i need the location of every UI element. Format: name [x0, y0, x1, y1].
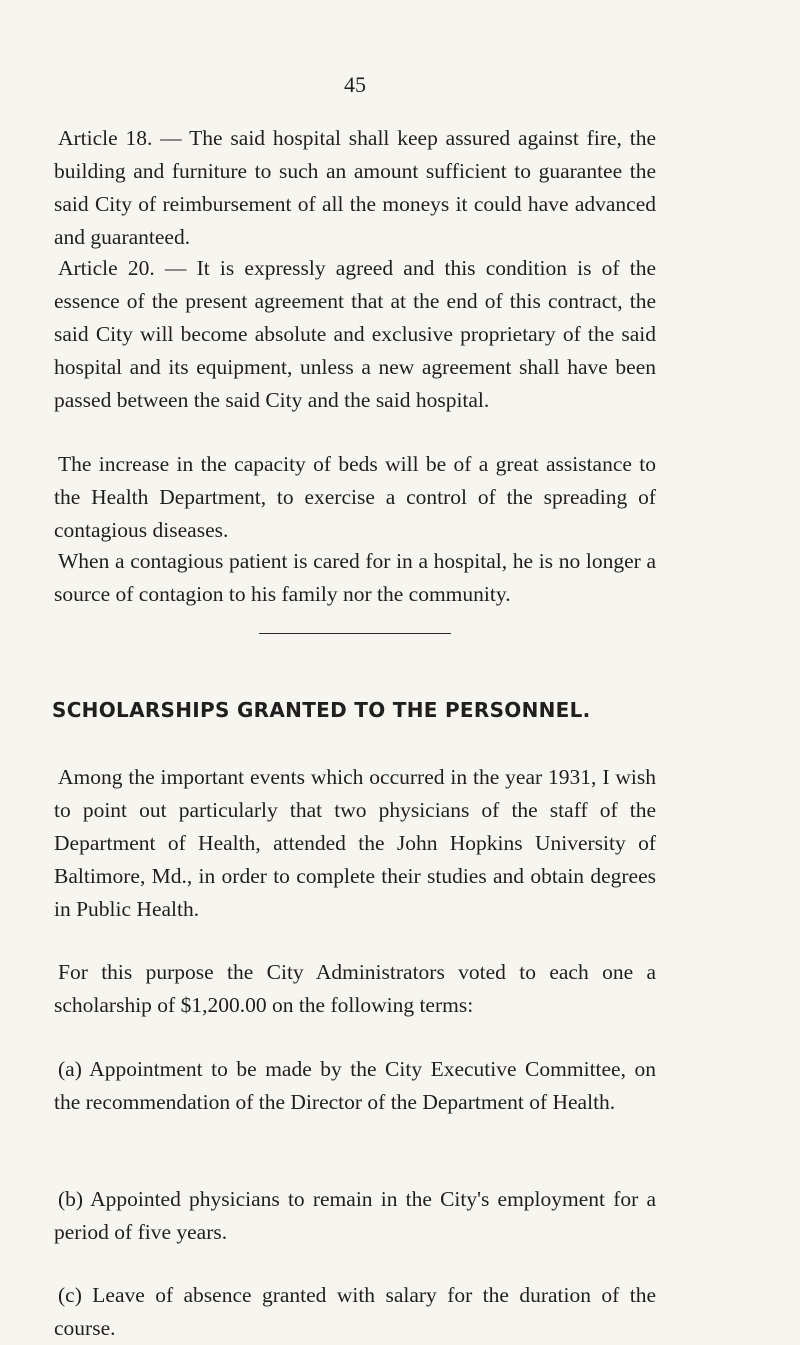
page-number: 45: [344, 72, 366, 97]
section-heading: SCHOLARSHIPS GRANTED TO THE PERSONNEL.: [52, 698, 591, 722]
contagious-patient-paragraph: When a contagious patient is cared for in a hospital, he is no longer a source of contagion to his family nor the community.: [54, 549, 656, 606]
term-c-paragraph: (c) Leave of absence granted with salary for the duration of the course.: [54, 1283, 656, 1340]
important-events-paragraph: Among the important events which occurred in the year 1931, I wish to point out particularly that two physicians of the staff of the Department of Health, attended the John Hopkins University of Baltimore, Md., in order to complete their studies and obtain degrees in Public Health.: [54, 765, 656, 921]
term-a-paragraph: (a) Appointment to be made by the City Executive Committee, on the recommendation of the Director of the Department of Health.: [54, 1057, 656, 1114]
term-b-paragraph: (b) Appointed physicians to remain in the City's employment for a period of five years.: [54, 1187, 656, 1244]
section-separator: [259, 633, 451, 634]
article-20-paragraph: Article 20. — It is expressly agreed and this condition is of the essence of the present agreement that at the end of this contract, the said City will become absolute and exclusive proprietary of the said hospital and its equipment, unless a new agreement shall have been passed between the said City and the said hospital.: [54, 256, 656, 412]
scholarship-purpose-paragraph: For this purpose the City Administrators voted to each one a scholarship of $1,200.00 on the following terms:: [54, 960, 656, 1017]
bed-capacity-paragraph: The increase in the capacity of beds will be of a great assistance to the Health Department, to exercise a control of the spreading of contagious diseases.: [54, 452, 656, 542]
article-18-paragraph: Article 18. — The said hospital shall keep assured against fire, the building and furniture to such an amount sufficient to guarantee the said City of reimbursement of all the moneys it could have advanced and guaranteed.: [54, 126, 656, 249]
